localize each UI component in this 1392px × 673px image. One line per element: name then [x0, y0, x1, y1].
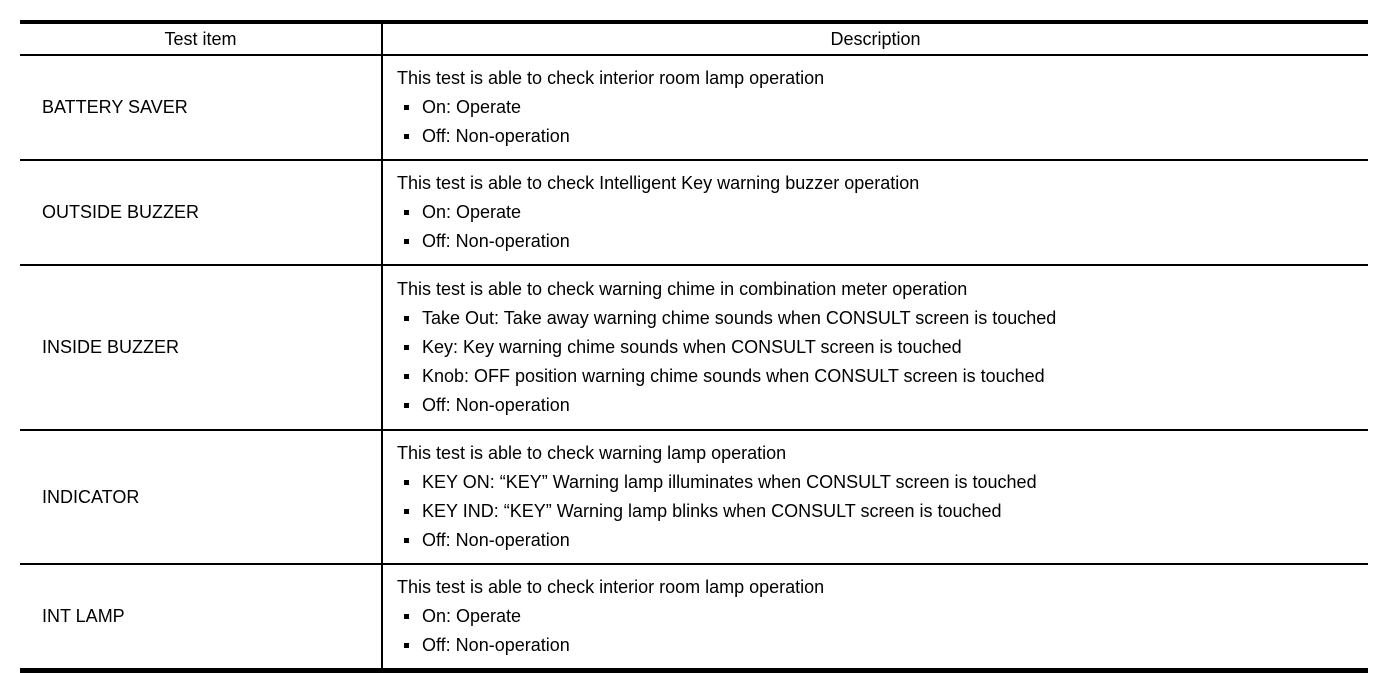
bullet-icon: [404, 538, 409, 543]
bullet-text: KEY ON: “KEY” Warning lamp illuminates when CONSULT screen is touched: [422, 472, 1037, 492]
description-intro: This test is able to check warning lamp operation: [397, 443, 787, 463]
table-row: [20, 265, 1368, 430]
consult-test-table: [20, 20, 1368, 673]
bullet-icon: [404, 643, 409, 648]
bullet-text: Take Out: Take away warning chime sounds when CONSULT screen is touched: [422, 308, 1057, 328]
bullet-icon: [404, 480, 409, 485]
table-row: [20, 55, 1368, 160]
bullet-item: [397, 497, 1358, 526]
bullet-icon: [404, 614, 409, 619]
bullet-icon: [404, 105, 409, 110]
bullet-text: On: Operate: [422, 606, 522, 626]
test-item-cell: OUTSIDE BUZZER: [20, 160, 382, 265]
bullet-text: Off: Non-operation: [422, 231, 570, 251]
bullet-text: On: Operate: [422, 202, 522, 222]
test-item-cell: INT LAMP: [42, 606, 125, 626]
bullet-item: [397, 333, 1358, 362]
description-cell: [382, 55, 1368, 160]
bullet-item: [397, 631, 1358, 660]
description-intro: This test is able to check interior room lamp operation: [397, 577, 825, 597]
bullet-text: Knob: OFF position warning chime sounds when CONSULT screen is touched: [422, 366, 1045, 386]
bullet-text: Off: Non-operation: [422, 530, 570, 550]
description-cell: [382, 265, 1368, 430]
description-cell: [382, 430, 1368, 564]
description-cell: [382, 160, 1368, 265]
bullet-item: [397, 227, 1358, 256]
description-intro: This test is able to check Intelligent Key warning buzzer operation: [397, 173, 920, 193]
column-header-test-item: Test item: [20, 22, 382, 55]
bullet-item: [397, 602, 1358, 631]
table-header-row: [20, 22, 1368, 55]
table-row: [20, 160, 1368, 265]
bullet-item: [397, 304, 1358, 333]
bullet-icon: [404, 239, 409, 244]
bullet-text: KEY IND: “KEY” Warning lamp blinks when CONSULT screen is touched: [422, 501, 1002, 521]
bullet-icon: [404, 374, 409, 379]
description-intro: This test is able to check interior room lamp operation: [397, 68, 825, 88]
bullet-text: Off: Non-operation: [422, 395, 570, 415]
bullet-item: [397, 362, 1358, 391]
description-cell: [382, 564, 1368, 671]
bullet-icon: [404, 210, 409, 215]
bullet-text: Key: Key warning chime sounds when CONSULT screen is touched: [422, 337, 962, 357]
bullet-item: [397, 198, 1358, 227]
bullet-text: Off: Non-operation: [422, 126, 570, 146]
bullet-text: On: Operate: [422, 97, 522, 117]
test-item-cell: INSIDE BUZZER: [20, 265, 382, 430]
bullet-item: [397, 468, 1358, 497]
bullet-item: [397, 526, 1358, 555]
bullet-icon: [404, 403, 409, 408]
bullet-item: [397, 122, 1358, 151]
test-item-cell: INDICATOR: [20, 430, 382, 564]
bullet-icon: [404, 134, 409, 139]
description-intro: This test is able to check warning chime in combination meter operation: [397, 279, 968, 299]
bullet-icon: [404, 316, 409, 321]
table-row: [20, 430, 1368, 564]
test-item-cell: BATTERY SAVER: [20, 55, 382, 160]
column-header-description: Description: [382, 22, 1368, 55]
bullet-text: Off: Non-operation: [422, 635, 570, 655]
table-row: [20, 564, 1368, 671]
bullet-icon: [404, 509, 409, 514]
bullet-item: [397, 93, 1358, 122]
bullet-icon: [404, 345, 409, 350]
bullet-item: [397, 391, 1358, 420]
